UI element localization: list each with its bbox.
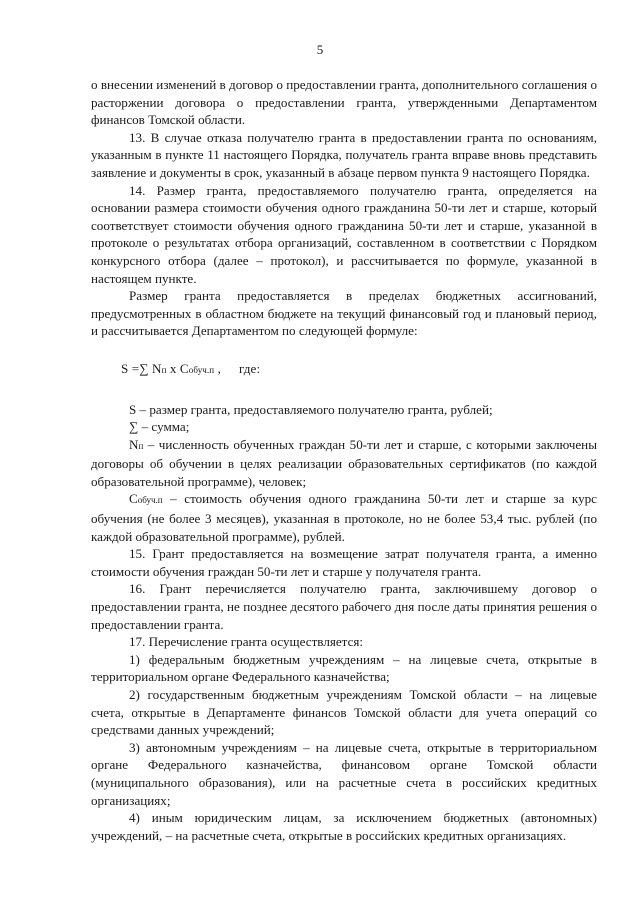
formula-comma: , bbox=[214, 360, 221, 376]
grant-formula bbox=[91, 360, 597, 380]
definition-c-subscript: обуч.п bbox=[137, 495, 163, 506]
list-item-3: 3) автономным учреждениям – на лицевые счета, открытые в территориальном органе Федерального казначейства, финансовом органе Томской области (муниципального образования), или на расчетные счета в российских кредитных организациях; bbox=[91, 739, 597, 808]
list-item-4: 4) иным юридическим лицам, за исключением бюджетных (автономных) учреждений, – на расчетные счета, открытые в российских кредитных организациях. bbox=[91, 810, 597, 843]
paragraph-16: 16. Грант перечисляется получателю гранта, заключившему договор о предоставлении гранта, не позднее десятого рабочего дня после даты принятия решения о предоставлении гранта. bbox=[91, 581, 597, 632]
formula-where: где: bbox=[238, 360, 261, 376]
formula-n-subscript: п bbox=[161, 364, 167, 375]
definition-c bbox=[91, 490, 597, 545]
definition-sum: ∑ – сумма; bbox=[129, 419, 190, 435]
definition-n bbox=[91, 436, 597, 491]
paragraph-15: 15. Грант предоставляется на возмещение затрат получателя гранта, а именно стоимости обучения граждан 50-ти лет и старше у получателя гранта. bbox=[91, 546, 597, 579]
paragraph-17: 17. Перечисление гранта осуществляется: bbox=[129, 634, 364, 650]
list-item-1: 1) федеральным бюджетным учреждениям – на лицевые счета, открытые в территориальном органе Федерального казначейства; bbox=[91, 651, 597, 685]
definition-n-text: – численность обученных граждан 50-ти лет и старше, с которыми заключены договоры об обучении в целях реализации образовательных сертификатов (по каждой образовательной программе), человек; bbox=[91, 436, 597, 489]
list-item-2: 2) государственным бюджетным учреждениям Томской области – на лицевые счета, открытые в Департаменте финансов Томской области для учета операций со средствами данных учреждений; bbox=[91, 687, 597, 738]
definition-s: S – размер гранта, предоставляемого получателю гранта, рублей; bbox=[129, 401, 493, 417]
page-number: 5 bbox=[316, 42, 324, 57]
definition-c-text: – стоимость обучения одного гражданина 50-ти лет и старше за курс обучения (не более 3 месяцев), указанная в протоколе, но не более 53,4 тыс. рублей (по каждой образовательной программе), рублей. bbox=[91, 491, 597, 544]
document-body bbox=[91, 76, 597, 844]
definition-n-symbol: N bbox=[129, 436, 139, 452]
paragraph-13: 13. В случае отказа получателю гранта в предоставлении гранта по основаниям, указанным в пункте 11 настоящего Порядка, получатель гранта вправе вновь представить заявление и документы в срок, указанный в абзаце первом пункта 9 настоящего Порядка. bbox=[91, 129, 597, 180]
definition-n-subscript: п bbox=[138, 440, 144, 451]
formula-c-subscript: обуч.п bbox=[188, 364, 215, 375]
definition-c-symbol: C bbox=[129, 491, 138, 507]
paragraph-14: 14. Размер гранта, предоставляемого получателю гранта, определяется на основании размера стоимости обучения одного гражданина 50-ти лет и старше, который соответствует стоимости обучения одного гражданина 50-ти лет и старше, указанной в протоколе о результатах отбора организаций, составленном в соответствии с Порядком конкурсного отбора (далее – протокол), и рассчитывается по формуле, указанной в настоящем пункте. bbox=[91, 182, 597, 286]
paragraph-grant-size: Размер гранта предоставляется в пределах бюджетных ассигнований, предусмотренных в областном бюджете на текущий финансовый год и плановый период, и рассчитывается Департаментом по следующей формуле: bbox=[91, 288, 597, 339]
formula-times: х C bbox=[166, 360, 189, 376]
formula-lhs: S =∑ N bbox=[121, 360, 162, 376]
paragraph-continuation: о внесении изменений в договор о предоставлении гранта, дополнительного соглашения о расторжении договора о предоставлении гранта, утвержденными Департаментом финансов Томской области. bbox=[91, 77, 597, 128]
